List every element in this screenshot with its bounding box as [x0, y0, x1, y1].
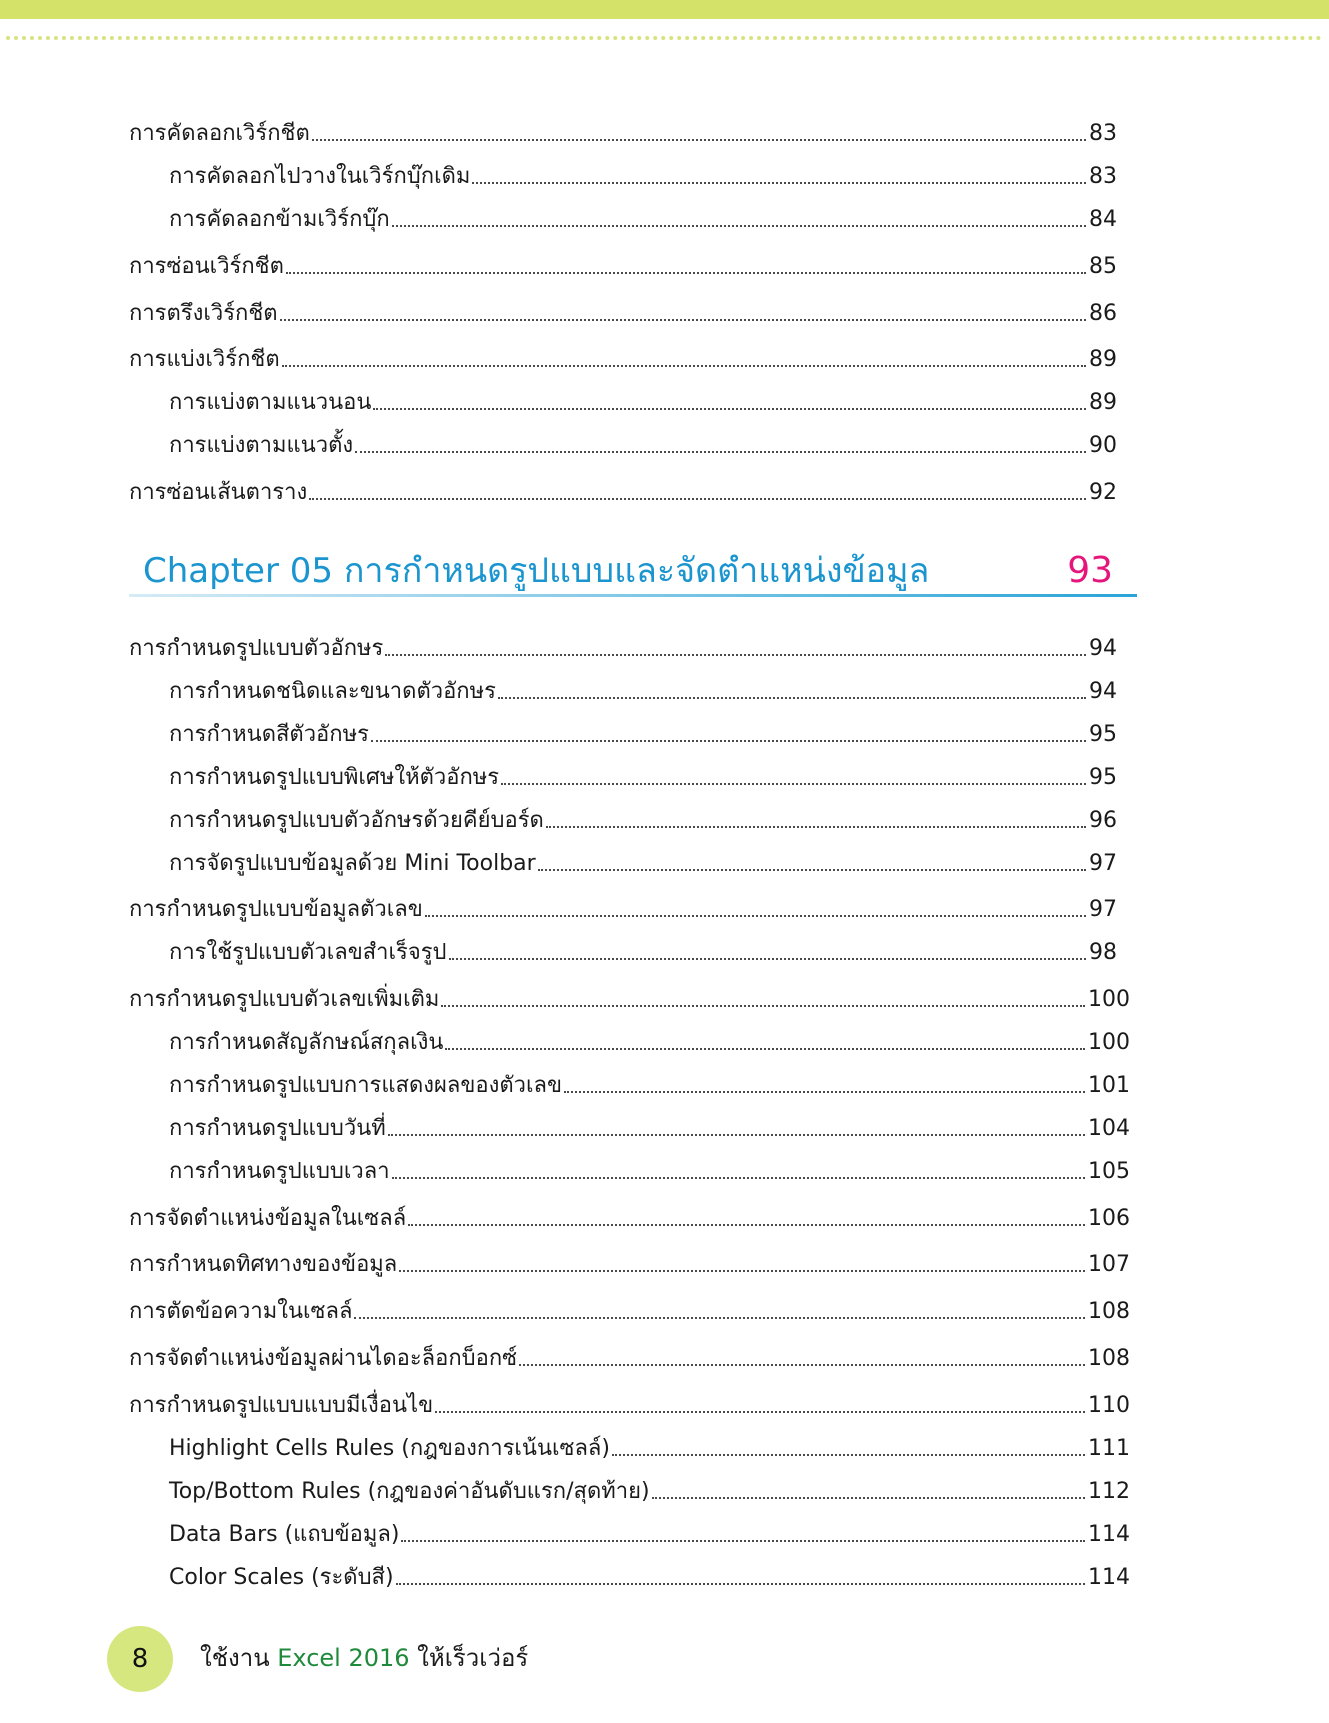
toc-entry-title: การกำหนดรูปแบบวันที่ [169, 1116, 386, 1141]
toc-entry-page: 107 [1088, 1252, 1130, 1277]
toc-entry-page: 111 [1088, 1436, 1130, 1461]
toc-entry [129, 1206, 1130, 1232]
toc-entry-page: 95 [1089, 722, 1117, 747]
toc-entry-title: การกำหนดชนิดและขนาดตัวอักษร [169, 679, 496, 704]
dot-leader [309, 498, 1086, 500]
toc-entry-title: การแบ่งเวิร์กชีต [129, 347, 280, 372]
toc-entry-page: 104 [1088, 1116, 1130, 1141]
toc-entry-title: การตรึงเวิร์กชีต [129, 301, 278, 326]
chapter-title: Chapter 05 การกำหนดรูปแบบและจัดตำแหน่งข้อมูล [143, 551, 930, 591]
toc-entry [169, 722, 1117, 748]
toc-entry-page: 108 [1088, 1346, 1130, 1371]
toc-entry-title: การแบ่งตามแนวนอน [169, 390, 372, 415]
toc-entry [169, 1116, 1130, 1142]
toc-entry-title: การแบ่งตามแนวตั้ง [169, 433, 354, 458]
toc-entry-title: Top/Bottom Rules (กฎของค่าอันดับแรก/สุดท้าย) [169, 1479, 650, 1504]
toc-entry-page: 96 [1089, 808, 1117, 833]
toc-entry [169, 808, 1117, 834]
dot-leader [441, 1005, 1085, 1007]
footer-title-excel: Excel 2016 [277, 1644, 410, 1672]
toc-entry-page: 90 [1089, 433, 1117, 458]
toc-entry-title: การกำหนดรูปแบบตัวอักษรด้วยคีย์บอร์ด [169, 808, 544, 833]
toc-entry-page: 110 [1088, 1393, 1130, 1418]
toc-entry-page: 97 [1089, 897, 1117, 922]
toc-entry-page: 108 [1088, 1299, 1130, 1324]
toc-entry [169, 1073, 1130, 1099]
toc-entry [129, 636, 1117, 662]
toc-entry [129, 301, 1117, 327]
toc-entry-page: 101 [1088, 1073, 1130, 1098]
toc-entry [169, 1565, 1130, 1591]
toc-entry-page: 89 [1089, 390, 1117, 415]
toc-entry-title: การจัดตำแหน่งข้อมูลผ่านไดอะล็อกบ็อกซ์ [129, 1346, 518, 1371]
dot-leader [425, 915, 1086, 917]
dot-leader [399, 1270, 1085, 1272]
toc-entry-page: 84 [1089, 207, 1117, 232]
toc-entry-page: 100 [1088, 1030, 1130, 1055]
toc-entry-title: การกำหนดรูปแบบการแสดงผลของตัวเลข [169, 1073, 563, 1098]
dot-leader [449, 958, 1086, 960]
dot-leader [501, 783, 1086, 785]
dot-leader [392, 225, 1086, 227]
chapter-page-number: 93 [1067, 550, 1113, 591]
toc-entry-title: การซ่อนเส้นตาราง [129, 480, 308, 505]
dot-leader [388, 1134, 1085, 1136]
toc-entry [169, 851, 1117, 877]
dot-leader [445, 1048, 1085, 1050]
toc-entry [169, 1159, 1130, 1185]
dot-leader [612, 1454, 1085, 1456]
toc-entry-page: 105 [1088, 1159, 1130, 1184]
footer-title-prefix: ใช้งาน [200, 1644, 270, 1672]
dot-leader [538, 869, 1086, 871]
toc-entry [169, 390, 1117, 416]
toc-entry-page: 112 [1088, 1479, 1130, 1504]
dot-leader [472, 182, 1086, 184]
toc-entry [169, 1436, 1130, 1462]
toc-entry-title: การคัดลอกไปวางในเวิร์กบุ๊กเดิม [169, 164, 471, 189]
dot-leader [435, 1411, 1085, 1413]
toc-entry-title: Highlight Cells Rules (กฎของการเน้นเซลล์) [169, 1436, 610, 1461]
toc-entry [129, 254, 1117, 280]
toc-entry [129, 1252, 1130, 1278]
dot-leader [396, 1583, 1085, 1585]
toc-entry-page: 97 [1089, 851, 1117, 876]
toc-entry [129, 121, 1117, 147]
toc-entry [169, 679, 1117, 705]
toc-entry-page: 85 [1089, 254, 1117, 279]
toc-entry [169, 1522, 1130, 1548]
toc-entry-page: 98 [1089, 940, 1117, 965]
toc-entry-title: การกำหนดรูปแบบข้อมูลตัวเลข [129, 897, 423, 922]
toc-entry-title: การกำหนดรูปแบบเวลา [169, 1159, 390, 1184]
toc-entry [169, 1030, 1130, 1056]
toc-entry-page: 114 [1088, 1565, 1130, 1590]
toc-entry [169, 765, 1117, 791]
toc-entry [169, 433, 1117, 459]
toc-entry [129, 480, 1117, 506]
dot-leader [312, 139, 1086, 141]
toc-entry-title: การกำหนดสีตัวอักษร [169, 722, 369, 747]
toc-entry-page: 95 [1089, 765, 1117, 790]
toc-entry [169, 940, 1117, 966]
dot-leader [355, 451, 1086, 453]
toc-entry-title: การตัดข้อความในเซลล์ [129, 1299, 353, 1324]
toc-entry-page: 94 [1089, 636, 1117, 661]
toc-entry-title: การจัดรูปแบบข้อมูลด้วย Mini Toolbar [169, 851, 536, 876]
chapter-heading [143, 548, 1113, 594]
dot-leader [286, 272, 1086, 274]
dot-leader [373, 408, 1086, 410]
dot-leader [280, 319, 1086, 321]
footer-book-title [200, 1642, 528, 1674]
dot-leader [564, 1091, 1085, 1093]
toc-entry [129, 1393, 1130, 1419]
footer-title-suffix: ให้เร็วเว่อร์ [417, 1644, 529, 1672]
dot-leader [385, 654, 1086, 656]
toc-entry-title: การคัดลอกข้ามเวิร์กบุ๊ก [169, 207, 390, 232]
toc-entry-title: การกำหนดรูปแบบตัวเลขเพิ่มเติม [129, 987, 440, 1012]
toc-entry [169, 207, 1117, 233]
dot-leader [519, 1364, 1085, 1366]
toc-entry-page: 83 [1089, 121, 1117, 146]
toc-entry-page: 83 [1089, 164, 1117, 189]
toc-entry-title: การกำหนดรูปแบบแบบมีเงื่อนไข [129, 1393, 434, 1418]
toc-entry-title: Data Bars (แถบข้อมูล) [169, 1522, 400, 1547]
dot-leader [354, 1317, 1085, 1319]
dot-leader [652, 1497, 1085, 1499]
dot-leader [498, 697, 1086, 699]
toc-entry-page: 86 [1089, 301, 1117, 326]
toc-entry-title: การจัดตำแหน่งข้อมูลในเซลล์ [129, 1206, 407, 1231]
toc-entry-title: การคัดลอกเวิร์กชีต [129, 121, 310, 146]
toc-entry-title: Color Scales (ระดับสี) [169, 1565, 394, 1590]
footer-page-number: 8 [107, 1626, 173, 1692]
toc-entry [169, 164, 1117, 190]
dot-leader [401, 1540, 1085, 1542]
toc-entry-title: การกำหนดทิศทางของข้อมูล [129, 1252, 398, 1277]
toc-entry [129, 987, 1130, 1013]
toc-entry [129, 1299, 1130, 1325]
toc-entry-title: การกำหนดสัญลักษณ์สกุลเงิน [169, 1030, 444, 1055]
toc-entry-page: 89 [1089, 347, 1117, 372]
dot-leader [392, 1177, 1085, 1179]
toc-entry [129, 1346, 1130, 1372]
toc-entry-page: 106 [1088, 1206, 1130, 1231]
toc-entry [129, 347, 1117, 373]
dot-leader [546, 826, 1086, 828]
toc-entry-page: 100 [1088, 987, 1130, 1012]
toc-entry-title: การซ่อนเวิร์กชีต [129, 254, 284, 279]
toc-entry-title: การกำหนดรูปแบบตัวอักษร [129, 636, 384, 661]
toc-entry-page: 114 [1088, 1522, 1130, 1547]
toc-entry-page: 94 [1089, 679, 1117, 704]
dot-leader [408, 1224, 1085, 1226]
toc-entry [169, 1479, 1130, 1505]
toc-entry-title: การใช้รูปแบบตัวเลขสำเร็จรูป [169, 940, 447, 965]
toc-entry-page: 92 [1089, 480, 1117, 505]
dot-leader [371, 740, 1086, 742]
chapter-underline [129, 594, 1137, 597]
toc-entry-title: การกำหนดรูปแบบพิเศษให้ตัวอักษร [169, 765, 500, 790]
dot-leader [282, 365, 1086, 367]
toc-entry [129, 897, 1117, 923]
